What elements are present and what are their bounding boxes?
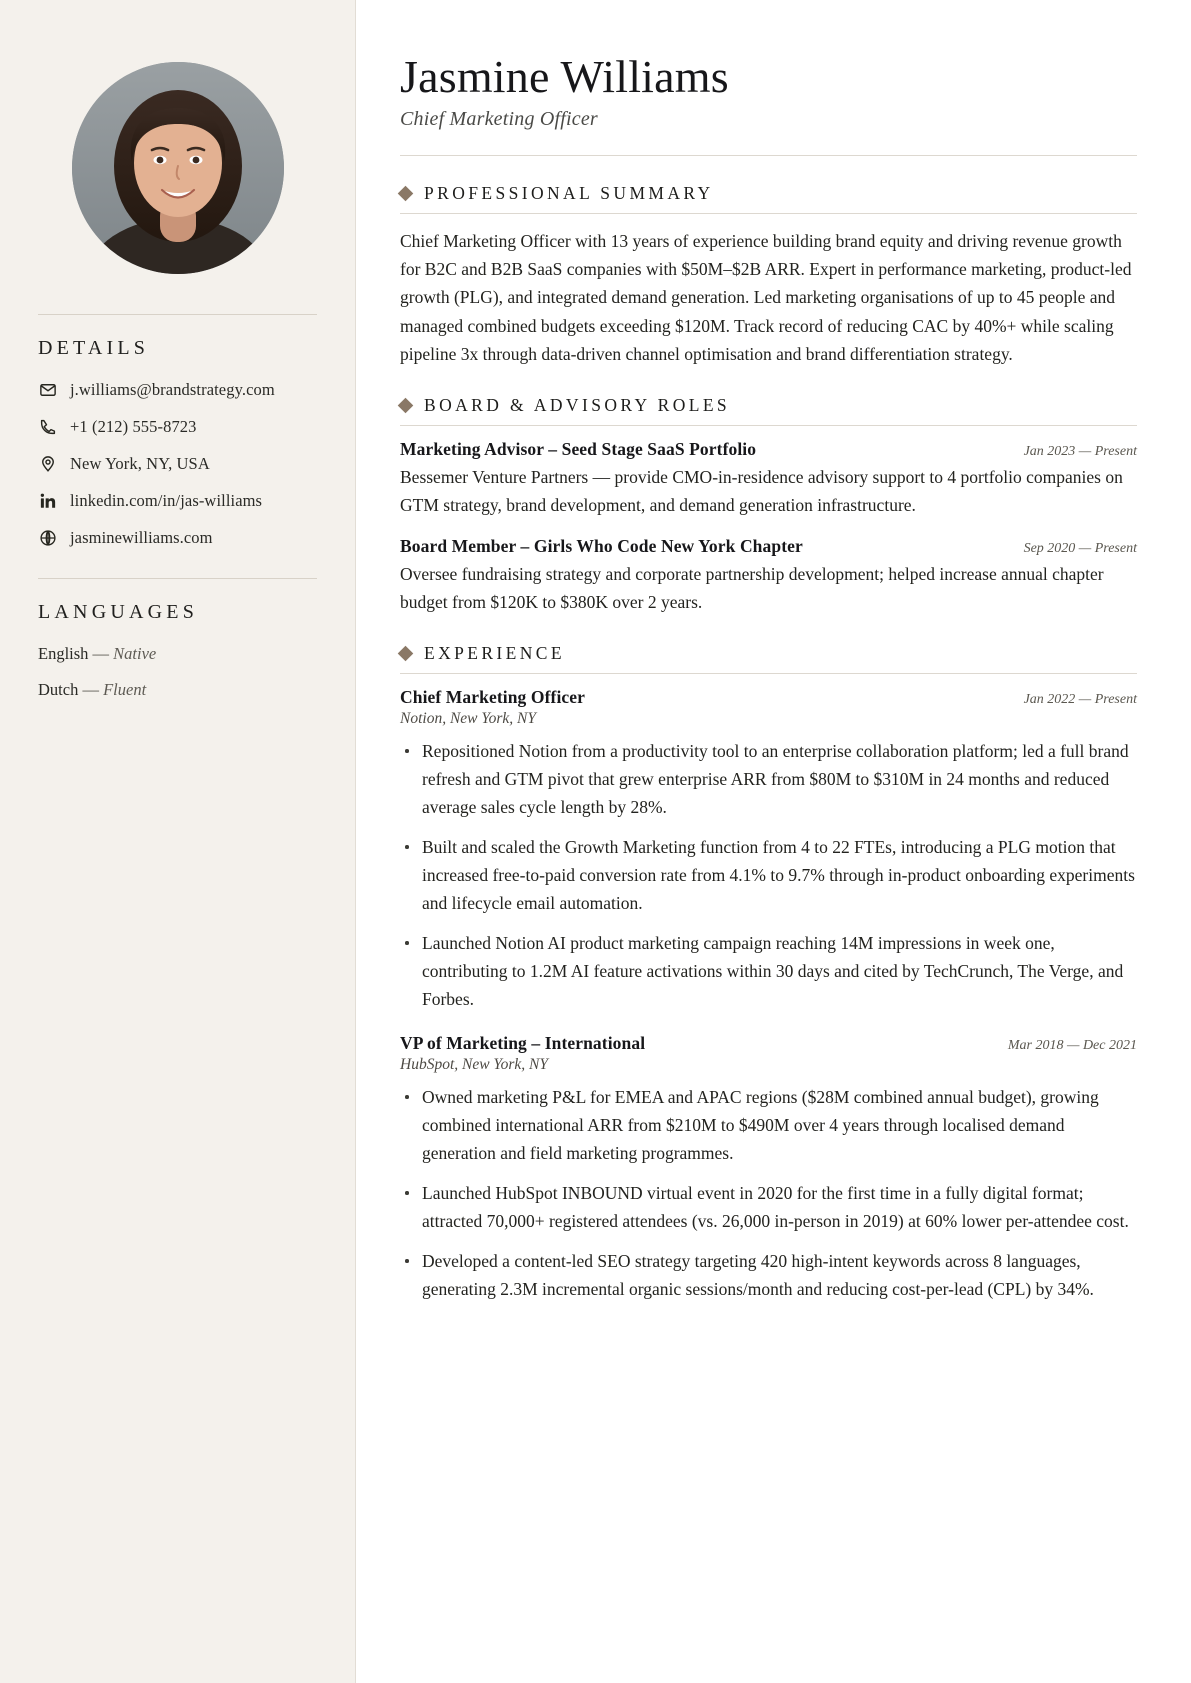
contact-linkedin[interactable] [38,491,317,511]
contact-website[interactable] [38,528,317,548]
contact-email-value: j.williams@brandstrategy.com [70,380,275,400]
entry-date: Jan 2022 — Present [1023,692,1137,708]
avatar-wrapper [38,62,317,274]
bullet-item: Launched HubSpot INBOUND virtual event in 2020 for the first time in a fully digital format; attracted 70,000+ registered attendees (vs. 26,000 in-person in 2019) at 60% lower per-attendee cost. [400,1179,1137,1235]
section-title: BOARD & ADVISORY ROLES [424,395,731,416]
diamond-bullet-icon [398,185,414,201]
entry-header [400,687,1137,708]
language-name: Dutch [38,680,79,699]
board-entry [400,536,1137,616]
linkedin-icon [38,491,58,511]
experience-entry [400,687,1137,1013]
page-title: Jasmine Williams [400,51,729,102]
contact-phone-value: +1 (212) 555-8723 [70,417,197,437]
section-header [400,183,1137,213]
section-header [400,395,1137,425]
language-dash: — [92,644,110,663]
envelope-icon [38,380,58,400]
bullet-item: Developed a content-led SEO strategy targeting 420 high-intent keywords across 8 languages, generating 2.3M incremental organic sessions/month and reducing cost-per-lead (CPL) by 34%. [400,1247,1137,1303]
phone-icon [38,417,58,437]
entry-header [400,439,1137,460]
languages-heading: LANGUAGES [38,601,199,623]
entry-title: Marketing Advisor – Seed Stage SaaS Portfolio [400,439,757,460]
sidebar [0,0,356,1683]
bullet-item: Repositioned Notion from a productivity tool to an enterprise collaboration platform; led a full brand refresh and GTM pivot that grew enterprise ARR from $80M to $310M in 24 months and reduced average sales cycle length by 28%. [400,737,1137,821]
section-header [400,643,1137,673]
bullet-list [400,737,1137,1013]
bullet-item: Built and scaled the Growth Marketing function from 4 to 22 FTEs, introducing a PLG motion that increased free-to-paid conversion rate from 4.1% to 9.7% through in-product onboarding experiments and lifecycle email automation. [400,833,1137,917]
experience-entry [400,1033,1137,1303]
entry-title: VP of Marketing – International [400,1033,646,1054]
entry-date: Sep 2020 — Present [1023,541,1137,557]
entry-description: Oversee fundraising strategy and corporate partnership development; helped increase annual chapter budget from $120K to $380K over 2 years. [400,564,1104,613]
entry-title: Board Member – Girls Who Code New York Chapter [400,536,803,557]
entry-header [400,1033,1137,1054]
contact-location-value: New York, NY, USA [70,454,210,474]
bullet-list [400,1083,1137,1303]
entry-header [400,536,1137,557]
bullet-item: Owned marketing P&L for EMEA and APAC regions ($28M combined annual budget), growing combined international ARR from $210M to $490M over 4 years through localised demand generation and field marketing programmes. [400,1083,1137,1167]
entry-title: Chief Marketing Officer [400,687,586,708]
section-professional-summary [400,183,1137,369]
sidebar-divider-languages [38,578,317,579]
sidebar-divider-top [38,314,317,315]
language-dash: — [82,680,99,699]
board-entry [400,439,1137,519]
profile-subtitle: Chief Marketing Officer [400,107,598,130]
language-list [38,644,317,700]
section-divider [400,213,1137,214]
contact-website-value: jasminewilliams.com [70,528,213,548]
language-level: Native [113,644,157,663]
contact-location [38,454,317,474]
language-item [38,680,317,700]
contact-list [38,380,317,548]
header-divider [400,155,1137,156]
entry-date: Mar 2018 — Dec 2021 [1007,1038,1137,1054]
contact-linkedin-value: linkedin.com/in/jas-williams [70,491,263,511]
main-content [356,0,1191,1683]
contact-phone[interactable] [38,417,317,437]
globe-icon [38,528,58,548]
section-title: PROFESSIONAL SUMMARY [424,182,714,203]
language-level: Fluent [103,680,147,699]
avatar [72,62,284,274]
diamond-bullet-icon [398,398,414,414]
summary-text: Chief Marketing Officer with 13 years of experience building brand equity and driving revenue growth for B2C and B2B SaaS companies with $50M–$2B ARR. Expert in performance marketing, product-led growth (PLG), and integrated demand generation. Led marketing organisations of up to 45 people and managed combined budgets exceeding $120M. Track record of reducing CAC by 40%+ while scaling pipeline 3x through data-driven channel optimisation and brand differentiation strategy. [400,230,1132,365]
details-heading: DETAILS [38,337,150,359]
diamond-bullet-icon [398,646,414,662]
section-board-advisory [400,395,1137,616]
entry-date: Jan 2023 — Present [1023,444,1137,460]
bullet-item: Launched Notion AI product marketing campaign reaching 14M impressions in week one, contributing to 1.2M AI feature activations within 30 days and cited by TechCrunch, The Verge, and Forbes. [400,929,1137,1013]
location-pin-icon [38,454,58,474]
entry-description: Bessemer Venture Partners — provide CMO-in-residence advisory support to 4 portfolio companies on GTM strategy, brand development, and demand generation infrastructure. [400,467,1123,516]
entry-organisation: HubSpot, New York, NY [400,1056,548,1074]
language-item [38,644,317,664]
entry-organisation: Notion, New York, NY [400,710,536,728]
language-name: English [38,644,89,663]
contact-email[interactable] [38,380,317,400]
section-divider [400,673,1137,674]
section-experience [400,643,1137,1303]
section-title: EXPERIENCE [424,643,565,664]
section-divider [400,425,1137,426]
